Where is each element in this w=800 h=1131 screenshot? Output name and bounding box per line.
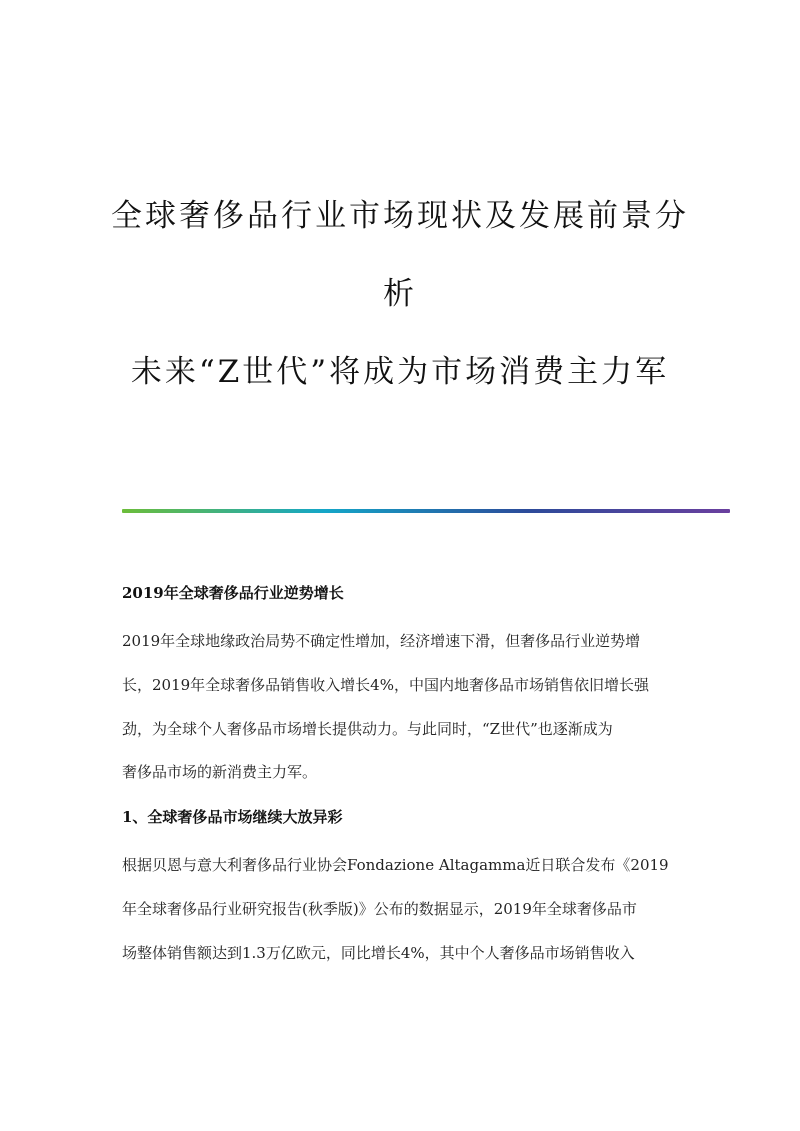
gradient-divider [122,509,730,513]
paragraph-line: 长，2019年全球奢侈品销售收入增长4%，中国内地奢侈品市场销售依旧增长强 [122,676,649,694]
section-heading-1: 2019年全球奢侈品行业逆势增长 [122,584,344,602]
document-subtitle: 未来“Z世代”将成为市场消费主力军 [130,354,670,390]
paragraph-line: 年全球奢侈品行业研究报告(秋季版)》公布的数据显示，2019年全球奢侈品市 [122,900,637,918]
paragraph-line: 奢侈品市场的新消费主力军。 [122,763,318,781]
section-heading-2: 1、全球奢侈品市场继续大放异彩 [122,808,343,826]
document-title-line-2: 析 [383,276,417,312]
paragraph-line: 根据贝恩与意大利奢侈品行业协会Fondazione Altagamma近日联合发布《2019 [122,856,669,874]
paragraph-line: 劲，为全球个人奢侈品市场增长提供动力。与此同时，“Z世代”也逐渐成为 [122,720,613,738]
paragraph-line: 场整体销售额达到1.3万亿欧元，同比增长4%，其中个人奢侈品市场销售收入 [122,944,635,962]
paragraph-line: 2019年全球地缘政治局势不确定性增加，经济增速下滑，但奢侈品行业逆势增 [122,632,641,650]
document-title-line-1: 全球奢侈品行业市场现状及发展前景分 [111,198,689,234]
